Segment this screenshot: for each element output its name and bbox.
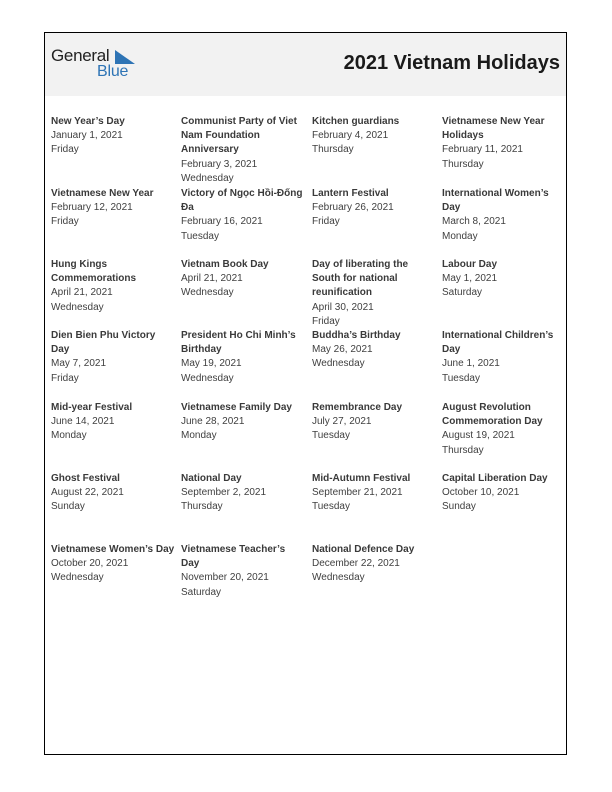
holiday-date: March 8, 2021 bbox=[442, 216, 506, 228]
holiday-weekday: Wednesday bbox=[51, 301, 104, 313]
calendar-page bbox=[44, 32, 567, 755]
logo-word-blue: Blue bbox=[97, 63, 129, 80]
holiday-name: Vietnamese Family Day bbox=[181, 402, 292, 413]
holiday-date: November 20, 2021 bbox=[181, 572, 269, 584]
holiday-entry bbox=[442, 115, 566, 172]
holiday-entry bbox=[181, 258, 305, 301]
holiday-entry bbox=[51, 401, 175, 444]
page-title: 2021 Vietnam Holidays bbox=[343, 52, 560, 74]
holiday-weekday: Thursday bbox=[442, 158, 484, 170]
holiday-date: January 1, 2021 bbox=[51, 130, 123, 142]
holiday-entry bbox=[181, 187, 305, 244]
holiday-name: Mid-Autumn Festival bbox=[312, 473, 411, 484]
holiday-entry bbox=[312, 401, 436, 444]
holiday-weekday: Wednesday bbox=[181, 287, 234, 299]
holiday-weekday: Friday bbox=[51, 372, 79, 384]
holiday-date: June 28, 2021 bbox=[181, 416, 245, 428]
holiday-date: September 21, 2021 bbox=[312, 487, 403, 499]
holiday-entry bbox=[51, 329, 175, 386]
holiday-entry bbox=[51, 472, 175, 515]
logo-triangle-icon bbox=[115, 50, 135, 64]
holiday-entry bbox=[442, 472, 566, 515]
holiday-name: Vietnamese Teacher’s Day bbox=[181, 544, 286, 570]
holiday-weekday: Saturday bbox=[181, 586, 222, 598]
holiday-name: Vietnam Book Day bbox=[181, 259, 269, 270]
holiday-entry bbox=[312, 329, 436, 372]
holiday-date: February 16, 2021 bbox=[181, 216, 263, 228]
holiday-weekday: Monday bbox=[51, 430, 87, 442]
holiday-weekday: Wednesday bbox=[181, 372, 234, 384]
holiday-date: April 21, 2021 bbox=[51, 287, 113, 299]
holiday-name: Remembrance Day bbox=[312, 402, 403, 413]
holiday-entry bbox=[442, 401, 566, 458]
holiday-date: July 27, 2021 bbox=[312, 416, 372, 428]
holiday-date: December 22, 2021 bbox=[312, 558, 400, 570]
holiday-entry bbox=[312, 258, 436, 329]
holiday-weekday: Tuesday bbox=[312, 430, 350, 442]
page-header bbox=[45, 33, 566, 96]
holiday-weekday: Thursday bbox=[442, 444, 484, 456]
holiday-weekday: Saturday bbox=[442, 287, 483, 299]
holiday-entry bbox=[181, 401, 305, 444]
holiday-weekday: Thursday bbox=[181, 501, 223, 513]
holiday-date: May 26, 2021 bbox=[312, 344, 373, 356]
holiday-weekday: Friday bbox=[51, 144, 79, 156]
holiday-name: Lantern Festival bbox=[312, 188, 389, 199]
holiday-entry bbox=[51, 258, 175, 315]
holiday-weekday: Wednesday bbox=[51, 572, 104, 584]
logo-word-general: General bbox=[51, 46, 110, 65]
holiday-weekday: Wednesday bbox=[312, 572, 365, 584]
holiday-date: April 30, 2021 bbox=[312, 301, 374, 313]
holiday-name: Buddha’s Birthday bbox=[312, 330, 401, 341]
holiday-date: October 20, 2021 bbox=[51, 558, 129, 570]
holiday-date: February 26, 2021 bbox=[312, 202, 394, 214]
holiday-entry bbox=[181, 329, 305, 386]
holiday-name: Kitchen guardians bbox=[312, 116, 400, 127]
holiday-date: September 2, 2021 bbox=[181, 487, 267, 499]
holiday-entry bbox=[51, 543, 175, 586]
holiday-date: October 10, 2021 bbox=[442, 487, 520, 499]
holiday-entry bbox=[312, 472, 436, 515]
holiday-entry bbox=[442, 329, 566, 386]
holiday-name: International Women’s Day bbox=[442, 188, 549, 214]
holiday-date: May 7, 2021 bbox=[51, 358, 107, 370]
holiday-weekday: Friday bbox=[51, 216, 79, 228]
holiday-name: Vietnamese New Year bbox=[51, 188, 154, 199]
holiday-name: International Children’s Day bbox=[442, 330, 554, 356]
holiday-name: Vietnamese Women’s Day bbox=[51, 544, 175, 555]
holiday-weekday: Sunday bbox=[442, 501, 476, 513]
holiday-name: National Defence Day bbox=[312, 544, 415, 555]
holiday-name: Capital Liberation Day bbox=[442, 473, 548, 484]
holiday-date: February 3, 2021 bbox=[181, 158, 258, 170]
holiday-name: New Year’s Day bbox=[51, 116, 125, 127]
holiday-name: Hung Kings Commemorations bbox=[51, 259, 137, 285]
holiday-date: February 11, 2021 bbox=[442, 144, 523, 156]
holiday-date: May 1, 2021 bbox=[442, 273, 498, 285]
holiday-date: February 4, 2021 bbox=[312, 130, 389, 142]
holiday-name: National Day bbox=[181, 473, 242, 484]
holiday-date: April 21, 2021 bbox=[181, 273, 243, 285]
holiday-weekday: Tuesday bbox=[312, 501, 350, 513]
holiday-entry bbox=[181, 543, 305, 600]
holiday-entry bbox=[442, 187, 566, 244]
holiday-date: February 12, 2021 bbox=[51, 202, 133, 214]
holiday-weekday: Monday bbox=[442, 230, 478, 242]
holiday-date: August 22, 2021 bbox=[51, 487, 124, 499]
holiday-entry bbox=[312, 115, 436, 158]
holiday-name: Vietnamese New Year Holidays bbox=[442, 116, 545, 142]
holiday-date: June 14, 2021 bbox=[51, 416, 115, 428]
holiday-weekday: Friday bbox=[312, 216, 340, 228]
holiday-entry bbox=[312, 543, 436, 586]
holiday-date: August 19, 2021 bbox=[442, 430, 515, 442]
holiday-entry bbox=[312, 187, 436, 230]
holiday-name: Ghost Festival bbox=[51, 473, 120, 484]
holiday-name: President Ho Chi Minh’s Birthday bbox=[181, 330, 296, 356]
holiday-entry bbox=[51, 115, 175, 158]
holiday-weekday: Thursday bbox=[312, 144, 354, 156]
holiday-entry bbox=[181, 115, 305, 186]
holiday-weekday: Tuesday bbox=[442, 372, 480, 384]
holiday-weekday: Friday bbox=[312, 315, 340, 327]
holiday-name: August Revolution Commemoration Day bbox=[442, 402, 543, 428]
holiday-weekday: Wednesday bbox=[181, 172, 234, 184]
holiday-weekday: Tuesday bbox=[181, 230, 219, 242]
holiday-entry bbox=[442, 258, 566, 301]
holiday-date: June 1, 2021 bbox=[442, 358, 500, 370]
holiday-name: Mid-year Festival bbox=[51, 402, 133, 413]
holiday-weekday: Wednesday bbox=[312, 358, 365, 370]
holiday-weekday: Monday bbox=[181, 430, 217, 442]
holiday-name: Day of liberating the South for national reunification bbox=[312, 259, 409, 299]
holiday-name: Victory of Ngọc Hồi-Đống Đa bbox=[181, 188, 303, 214]
holiday-weekday: Sunday bbox=[51, 501, 85, 513]
holiday-name: Dien Bien Phu Victory Day bbox=[51, 330, 156, 356]
holiday-entry bbox=[181, 472, 305, 515]
holiday-name: Communist Party of Viet Nam Foundation Anniversary bbox=[181, 116, 297, 156]
generalblue-logo bbox=[51, 46, 141, 82]
holiday-name: Labour Day bbox=[442, 259, 498, 270]
holiday-date: May 19, 2021 bbox=[181, 358, 242, 370]
holiday-entry bbox=[51, 187, 175, 230]
